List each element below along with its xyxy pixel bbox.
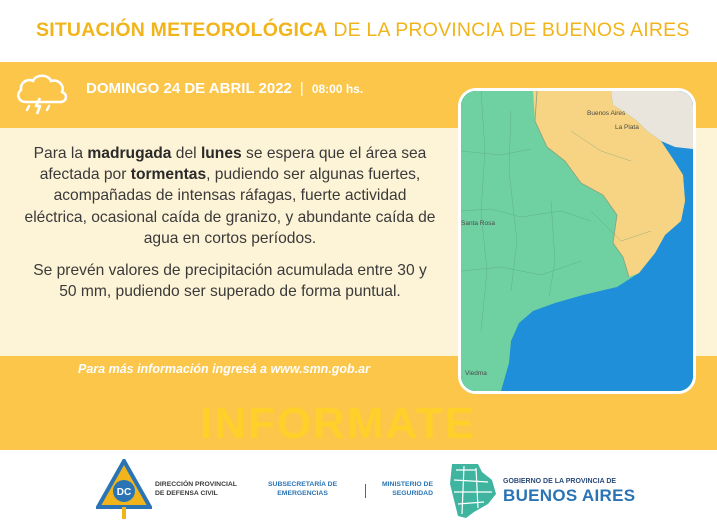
forecast-paragraph-2: Se prevén valores de precipitación acumulada entre 30 y 50 mm, pudiendo ser superado de forma puntual. <box>33 262 427 301</box>
p1-bold-lunes: lunes <box>200 145 242 162</box>
title-band <box>0 0 717 62</box>
map-label-buenos-aires: Buenos Aires <box>587 110 626 117</box>
subsecretaria-text <box>268 481 337 498</box>
sub-line-2: EMERGENCIAS <box>277 489 328 497</box>
informate-heading: INFORMATE <box>200 399 477 448</box>
dc-line-2: DE DEFENSA CIVIL <box>155 489 218 497</box>
gobierno-big-text: BUENOS AIRES <box>503 486 636 505</box>
storm-cloud-icon <box>12 68 72 116</box>
page-title <box>36 19 690 42</box>
p1-text-1: Para la <box>33 145 88 162</box>
alert-map <box>458 88 696 394</box>
min-line-1: MINISTERIO DE <box>382 481 433 488</box>
title-rest: DE LA PROVINCIA DE BUENOS AIRES <box>333 19 690 41</box>
map-svg <box>461 91 693 391</box>
p1-bold-madrugada: madrugada <box>87 145 172 162</box>
map-label-la-plata: La Plata <box>615 124 639 131</box>
sub-line-1: SUBSECRETARÍA DE <box>268 481 338 488</box>
dc-line-1: DIRECCIÓN PROVINCIAL <box>155 481 237 488</box>
footer-divider <box>365 484 366 498</box>
min-line-2: SEGURIDAD <box>392 489 433 497</box>
dc-badge-text: DC <box>116 487 132 498</box>
gobierno-small-text: GOBIERNO DE LA PROVINCIA DE <box>503 478 617 485</box>
map-label-viedma: Viedma <box>465 370 487 377</box>
date-separator: | <box>299 80 304 97</box>
defensa-civil-logo <box>96 459 152 519</box>
province-map-icon <box>448 460 498 520</box>
date-line <box>86 80 363 97</box>
p1-bold-tormentas: tormentas <box>130 166 207 184</box>
time-text: 08:00 hs. <box>311 82 364 96</box>
map-label-santa-rosa: Santa Rosa <box>461 220 495 227</box>
more-info-link[interactable]: Para más información ingresá a www.smn.gob.ar <box>78 362 370 376</box>
forecast-text <box>24 143 436 302</box>
date-text: DOMINGO 24 DE ABRIL 2022 <box>86 80 292 97</box>
p1-text-3: se espera que el área sea afectada por <box>39 145 427 184</box>
ministerio-text <box>382 481 433 498</box>
forecast-paragraph-1 <box>24 143 436 249</box>
defensa-civil-text <box>155 481 237 498</box>
p1-text-2: del <box>171 145 201 162</box>
p1-text-4: , pudiendo ser algunas fuertes, acompañadas de intensas ráfagas, fuerte actividad eléctrica, ocasional caída de granizo, y abundante caída de agua en cortos períodos. <box>24 166 436 247</box>
title-bold: SITUACIÓN METEOROLÓGICA <box>36 19 328 41</box>
